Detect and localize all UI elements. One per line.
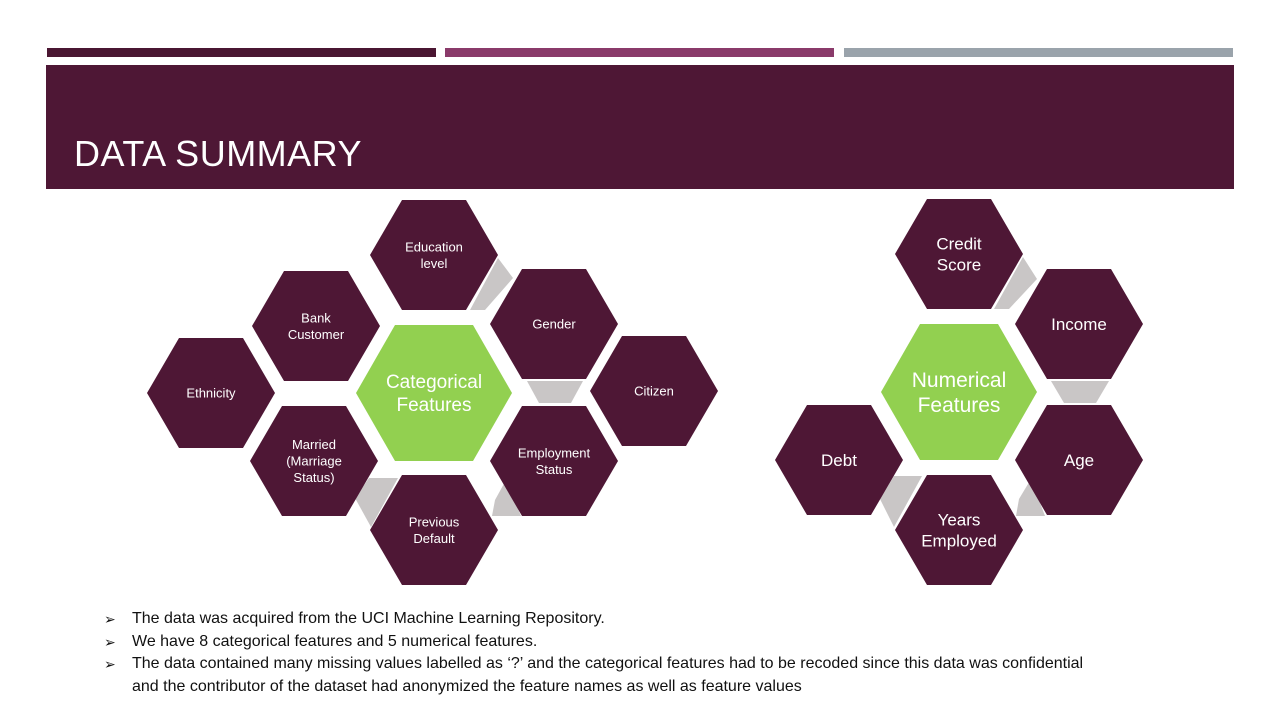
numerical-item-hex-label: Debt [821,450,857,470]
categorical-item-hex [490,269,618,379]
categorical-item-hex [590,336,718,446]
categorical-item-hex-label: Ethnicity [186,385,236,401]
numerical-item-hex-label: Years [937,510,981,530]
numerical-features-hex-shape [881,324,1037,460]
categorical-item-hex-label: (Marriage [286,453,342,469]
bullet-item [104,631,1104,654]
numerical-features-hex-label: Numerical [911,368,1007,392]
categorical-item-hex-label: Customer [287,326,345,342]
numerical-item-hex [895,475,1023,585]
categorical-item-hex [370,200,498,310]
numerical-item-hex-label: Score [936,255,982,275]
categorical-features-hex-label: Categorical [385,372,483,394]
categorical-item-hex-label: Bank [301,310,331,326]
categorical-item-hex-label: Default [413,530,455,546]
bullet-item [104,653,1104,698]
bullet-text: The data was acquired from the UCI Machine Learning Repository. [132,610,605,627]
numerical-item-hex-label: Income [1051,314,1107,334]
categorical-item-hex-label: level [420,255,448,271]
bullet-arrow-icon: ➢ [104,656,116,672]
slide-title: DATA SUMMARY [74,133,363,174]
bullet-list [104,608,1104,698]
categorical-item-hex-label: Employment [517,445,591,461]
categorical-item-hex [252,271,380,381]
categorical-item-hex-label: Status) [293,470,335,486]
bullet-item [104,608,1104,631]
categorical-features-hex-label: Features [396,395,472,417]
categorical-item-hex-label: Gender [532,316,576,332]
numerical-item-hex-label: Employed [921,531,997,551]
connector [527,381,583,403]
categorical-item-hex [147,338,275,448]
numerical-features-hex [881,324,1037,460]
connector [1051,381,1109,403]
categorical-features-hex [356,325,512,461]
numerical-features-hex-label: Features [917,393,1001,417]
bullet-arrow-icon: ➢ [104,611,116,627]
categorical-item-hex-label: Citizen [634,383,674,399]
numerical-item-hex [1015,269,1143,379]
bullet-arrow-icon: ➢ [104,633,116,650]
categorical-item-hex-label: Married [291,437,337,453]
hexagon-group [147,199,1143,585]
bullet-text: The data contained many missing values labelled as ‘?’ and the categorical features had to be recoded since this data was confidential and the contributor of the dataset had anonymized the feature names as well as feature values [132,655,1084,695]
bullet-text: We have 8 categorical features and 5 numerical features. [132,632,538,650]
numerical-item-hex-label: Age [1063,450,1095,470]
categorical-item-hex-label: Status [535,461,573,477]
categorical-item-hex-label: Education [405,239,463,255]
categorical-item-hex-label: Previous [408,514,460,530]
numerical-item-hex-shape [895,475,1023,585]
numerical-item-hex-label: Credit [936,234,982,254]
